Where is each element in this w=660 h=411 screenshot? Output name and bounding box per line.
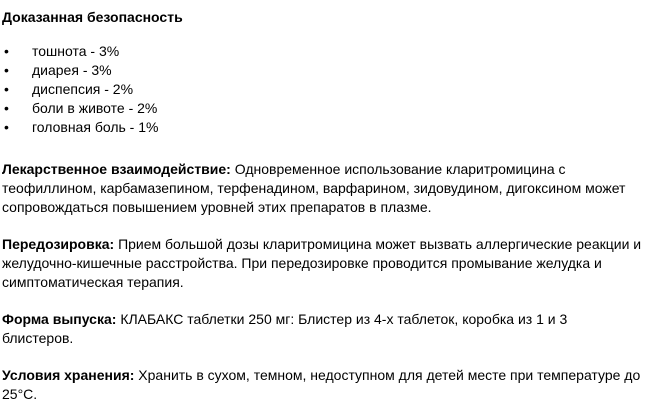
list-item: • боли в животе - 2% [2, 99, 660, 118]
overdose-paragraph [2, 235, 642, 292]
list-item: • диспепсия - 2% [2, 80, 660, 99]
list-item: • тошнота - 3% [2, 42, 660, 61]
side-effects-list [2, 42, 660, 137]
drug-interaction-paragraph [2, 160, 642, 217]
safety-heading: Доказанная безопасность [2, 9, 183, 25]
list-item: • диарея - 3% [2, 61, 660, 80]
list-item: • головная боль - 1% [2, 118, 660, 137]
drug-interaction-text: Одновременное использование кларитромицина с теофиллином, карбамазепином, терфенадином, варфарином, зидовудином, дигоксином может сопровождаться повышением уровней этих препаратов в плазме. [2, 161, 626, 215]
storage-paragraph [2, 366, 642, 404]
overdose-text: Прием большой дозы кларитромицина может вызвать аллергические реакции и желудочно-кишечные расстройства. При передозировке проводится промывание желудка и симптоматическая терапия. [2, 236, 642, 290]
storage-text: Хранить в сухом, темном, недоступном для детей месте при температуре до 25°C. [2, 367, 641, 402]
release-form-text: КЛАБАКС таблетки 250 мг: Блистер из 4-х таблеток, коробка из 1 и 3 блистеров. [2, 311, 568, 346]
release-form-label: Форма выпуска: [2, 311, 117, 327]
overdose-label: Передозировка: [2, 236, 115, 252]
storage-label: Условия хранения: [2, 367, 135, 383]
release-form-paragraph [2, 310, 642, 348]
drug-interaction-label: Лекарственное взаимодействие: [2, 161, 231, 177]
